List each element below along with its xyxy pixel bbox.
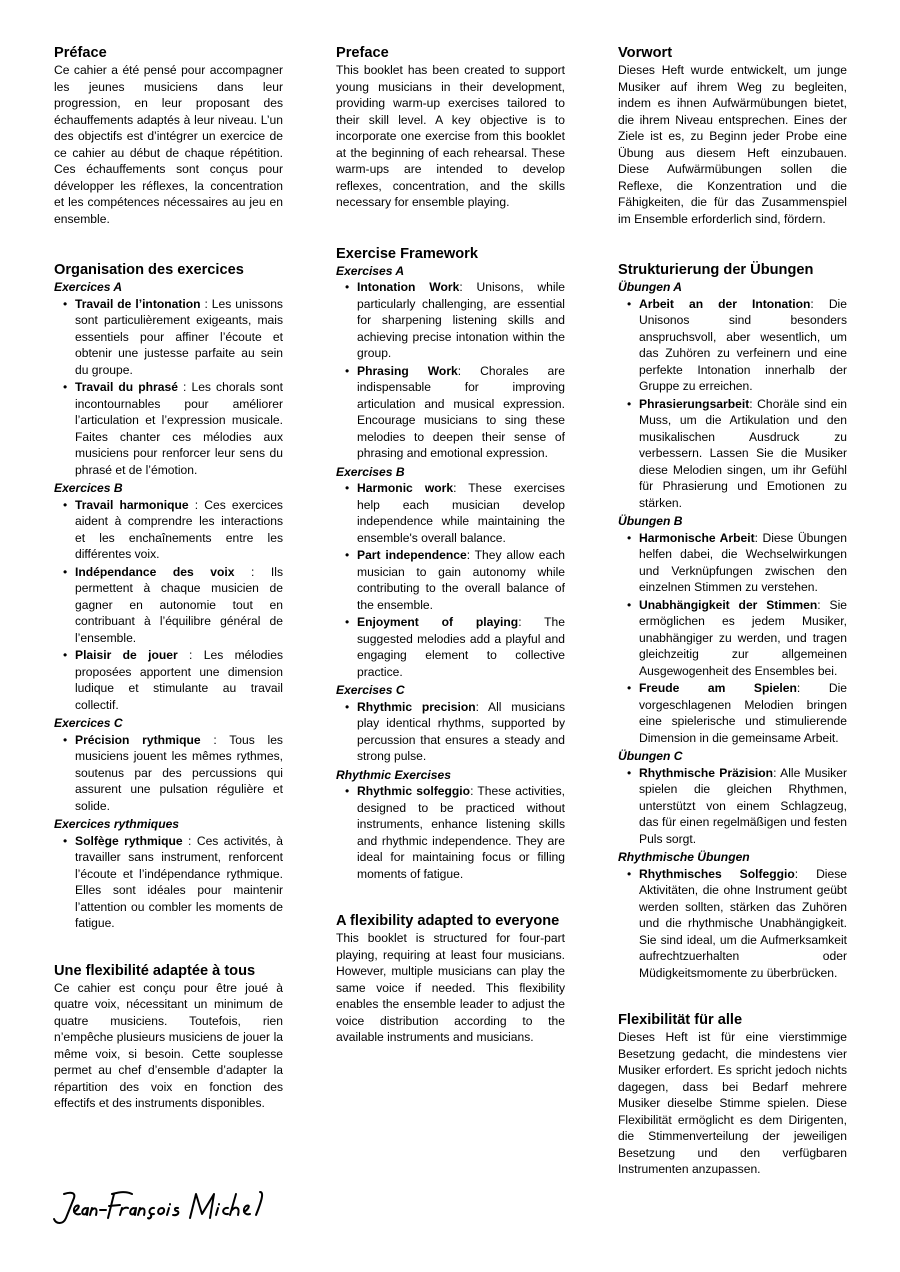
- exercise-description: Les chorals sont incontournables pour améliorer l’articulation et l’expression musicale. Faites chanter ces mélodies aux musiciens pour renforcer leur sens du phrasé et de l’émotion.: [75, 380, 283, 477]
- exercise-description: All musicians play identical rhythms, supported by percussion that ensures a steady and strong pulse.: [357, 699, 565, 763]
- signature-image: [50, 1188, 290, 1228]
- exercise-description: Les mélodies proposées apportent une dimension ludique et stimulante au travail collectif.: [75, 648, 283, 712]
- exercise-item: [639, 396, 847, 512]
- exercise-term: Rhythmic solfeggio: [357, 784, 471, 798]
- exercise-group-heading: Übungen B: [618, 514, 683, 528]
- preface-text: Dieses Heft wurde entwickelt, um junge Musiker auf ihrem Weg zu begleiten, indem es ihnen Aufwärmübungen bietet, die ihrem Niveau entsprechen. Eines der Ziele ist es, zu Beginn jeder Probe eine Übung aus diesem Heft einzubauen. Diese Aufwärmübungen sollen die Reflexe, die Konzentration und die Fähigkeiten, die für das Zusammenspiel im Ensemble erforderlich sind, fördern.: [618, 63, 847, 226]
- exercise-separator: :: [749, 396, 758, 411]
- exercise-term: Harmonische Arbeit: [639, 530, 755, 545]
- flexibility-text: Dieses Heft ist für eine vierstimmige Besetzung gedacht, die mindestens vier Musiker erfordert. Es spricht jedoch nichts dagegen, dass bei Bedarf mehrere Musiker dieselbe Stimme spielen. Diese Flexibilität ermöglicht es dem Dirigenten, die Stimmenverteilung der jeweiligen Besetzung und den verfügbaren Instrumenten anzupassen.: [618, 1030, 847, 1176]
- organisation-title: Exercise Framework: [336, 245, 478, 262]
- exercise-list: [54, 732, 283, 815]
- preface-title: Préface: [54, 45, 107, 61]
- exercise-term: Solfège rythmique: [75, 833, 183, 848]
- exercise-separator: :: [796, 681, 829, 695]
- exercise-term: Travail harmonique: [75, 497, 189, 512]
- exercise-separator: :: [457, 363, 481, 378]
- exercise-separator: :: [794, 866, 817, 881]
- exercise-list: [336, 480, 565, 680]
- exercise-list: [618, 866, 847, 982]
- exercise-group-heading: Rhythmic Exercises: [336, 767, 451, 782]
- flexibility-title: Flexibilität für alle: [618, 1012, 743, 1028]
- exercise-separator: :: [182, 833, 197, 848]
- organisation-section: [54, 261, 283, 932]
- exercise-description: Diese Übungen helfen dabei, die Wechselwirkungen und Verknüpfungen zwischen den einzelnen Stimmen zu verstehen.: [639, 530, 847, 594]
- exercise-separator: :: [817, 597, 830, 612]
- exercise-group-heading: Übungen C: [618, 749, 683, 763]
- exercise-group-heading: Exercices B: [54, 481, 123, 495]
- exercise-term: Plaisir de jouer: [75, 648, 178, 662]
- exercise-item: [639, 296, 847, 395]
- exercise-item: [75, 497, 283, 563]
- exercise-groups: [54, 279, 283, 932]
- organisation-title: Organisation des exercices: [54, 262, 244, 278]
- flexibility-title: A flexibility adapted to everyone: [336, 913, 560, 929]
- exercise-term: Part independence: [357, 548, 467, 562]
- exercise-description: Die Unisonos sind besonders anspruchsvoll, aber wesentlich, um das Zuhören zu verfeinern und eine perfekte Intonation innerhalb der Gruppe zu erreichen.: [639, 296, 847, 393]
- preface-section: [54, 44, 283, 227]
- exercise-list: [336, 783, 565, 882]
- exercise-separator: :: [200, 296, 212, 311]
- flexibility-section: [618, 1011, 847, 1178]
- exercise-group-heading: Exercices A: [54, 280, 123, 294]
- exercise-group-heading: Exercices rythmiques: [54, 817, 180, 831]
- exercise-term: Phrasierungsarbeit: [639, 396, 750, 411]
- organisation-title: Strukturierung der Übungen: [618, 262, 814, 278]
- exercise-item: [357, 480, 565, 546]
- exercise-description: Diese Aktivitäten, die ohne Instrument geübt werden sollten, stärken das Zuhören und die rhythmische Unabhängigkeit. Sie sind ideal, um die Aufmerksamkeit aufrechtzuerhalten oder Müdigkeitsmomente zu überbrücken.: [639, 866, 847, 980]
- exercise-term: Arbeit an der Intonation: [639, 296, 811, 311]
- exercise-item: [75, 732, 283, 815]
- exercise-term: Rhythmische Präzision: [639, 765, 774, 780]
- organisation-section: [618, 261, 847, 981]
- exercise-item: [357, 614, 565, 680]
- exercise-group-heading: Exercises B: [336, 464, 405, 479]
- flexibility-section: [54, 962, 283, 1112]
- exercise-term: Indépendance des voix: [75, 564, 235, 579]
- exercise-separator: :: [470, 784, 478, 798]
- column-english: [336, 44, 565, 1080]
- flexibility-text: Ce cahier est conçu pour être joué à quatre voix, nécessitant un minimum de quatre musiciens. Toutefois, rien n’empêche plusieurs musiciens de jouer la même voix, si besoin. Cette souplesse permet au chef d’ensemble d’adapter la répartition des voix en fonction des effectifs et des instruments disponibles.: [54, 980, 283, 1110]
- exercise-groups: [618, 279, 847, 981]
- exercise-list: [618, 530, 847, 747]
- preface-text: Ce cahier a été pensé pour accompagner les jeunes musiciens dans leur progression, en leur proposant des échauffements adaptés à leur niveau. L’un des objectifs est d’intégrer un exercice de ce cahier au début de chaque répétition. Ces échauffements sont conçus pour développer les réflexes, la concentration et les compétences nécessaires au jeu en ensemble.: [54, 63, 283, 226]
- exercise-separator: :: [466, 548, 475, 562]
- exercise-list: [618, 765, 847, 848]
- exercise-list: [54, 833, 283, 932]
- exercise-description: Unisons, while particularly challenging, are essential for sharpening listening skills and achieving precise intonation within the group.: [357, 280, 565, 360]
- preface-title: Preface: [336, 45, 389, 61]
- preface-section: [618, 44, 847, 227]
- exercise-description: These activities, designed to be practiced without instruments, enhance listening skills and rhythmic independence. They are ideal for maintaining focus or filling moments of fatigue.: [357, 784, 565, 881]
- exercise-item: [357, 279, 565, 362]
- exercise-separator: :: [177, 380, 192, 394]
- exercise-item: [75, 296, 283, 379]
- exercise-item: [75, 647, 283, 713]
- exercise-item: [357, 699, 565, 765]
- exercise-separator: :: [459, 280, 477, 294]
- exercise-separator: :: [754, 530, 763, 545]
- exercise-description: Les unissons sont particulièrement exigeants, mais essentiels pour affiner l’écoute et obtenir une justesse parfaite au sein du groupe.: [75, 296, 283, 377]
- exercise-description: Ces exercices aident à comprendre les interactions et les enchaînements entre les différentes voix.: [75, 497, 283, 561]
- exercise-separator: :: [188, 497, 205, 512]
- exercise-item: [75, 564, 283, 647]
- exercise-description: Die vorgeschlagenen Melodien bringen eine spielerische und stimulierende Dimension in die gemeinsame Arbeit.: [639, 681, 847, 745]
- exercise-list: [618, 296, 847, 512]
- exercise-list: [336, 279, 565, 462]
- column-french: [54, 44, 283, 1146]
- exercise-item: [639, 866, 847, 982]
- column-german: [618, 44, 847, 1212]
- exercise-item: [639, 597, 847, 680]
- exercise-separator: :: [518, 615, 545, 629]
- exercise-group-heading: Übungen A: [618, 280, 683, 294]
- exercise-item: [639, 680, 847, 746]
- exercise-description: Choräle sind ein Muss, um die Artikulation und den musikalischen Ausdruck zu verbessern. Lassen Sie die Musiker diese Melodien singen, um ihr Gefühl für Phrasierung und Emotionen zu stärken.: [639, 396, 847, 510]
- exercise-groups: [336, 263, 565, 883]
- exercise-term: Phrasing Work: [357, 363, 458, 378]
- exercise-description: Alle Musiker spielen die gleichen Rhythmen, unterstützt von einem Schlagzeug, das für einen regelmäßigen und festen Puls sorgt.: [639, 765, 847, 846]
- exercise-term: Travail de l’intonation: [75, 296, 201, 311]
- exercise-separator: :: [810, 296, 829, 311]
- exercise-term: Enjoyment of playing: [357, 615, 519, 629]
- flexibility-title: Une flexibilité adaptée à tous: [54, 962, 256, 979]
- exercise-term: Unabhängigkeit der Stimmen: [639, 597, 818, 612]
- flexibility-section: [336, 912, 565, 1046]
- exercise-separator: :: [773, 765, 781, 780]
- exercise-description: They allow each musician to gain autonomy while contributing to the overall balance of the ensemble.: [357, 548, 566, 612]
- exercise-item: [357, 363, 565, 462]
- exercise-list: [54, 497, 283, 714]
- exercise-separator: :: [200, 732, 230, 747]
- preface-title: Vorwort: [618, 45, 673, 61]
- exercise-group-heading: Rhythmische Übungen: [618, 850, 750, 864]
- exercise-item: [75, 379, 283, 478]
- exercise-term: Intonation Work: [357, 280, 460, 294]
- exercise-item: [357, 783, 565, 882]
- exercise-term: Freude am Spielen: [639, 681, 797, 695]
- exercise-separator: :: [177, 648, 204, 662]
- exercise-description: Ils permettent à chaque musicien de gagner en autonomie tout en contribuant à l’équilibre général de l’ensemble.: [75, 564, 283, 645]
- exercise-term: Précision rythmique: [75, 732, 201, 747]
- exercise-separator: :: [453, 481, 469, 495]
- exercise-term: Rhythmic precision: [357, 699, 476, 714]
- preface-section: [336, 44, 565, 211]
- exercise-list: [336, 699, 565, 765]
- exercise-separator: :: [475, 699, 489, 714]
- exercise-separator: :: [234, 564, 271, 579]
- preface-text: This booklet has been created to support young musicians in their development, providing warm-up exercises tailored to their skill level. A key objective is to incorporate one exercise from this booklet at the beginning of each rehearsal. These warm-ups are intended to develop reflexes, concentration, and the skills necessary for ensemble playing.: [336, 63, 565, 209]
- exercise-group-heading: Exercises C: [336, 683, 405, 697]
- exercise-term: Travail du phrasé: [75, 380, 178, 394]
- exercise-group-heading: Exercises A: [336, 263, 405, 278]
- exercise-description: Sie ermöglichen es jedem Musiker, unabhängiger zu werden, und tragen gleichzeitig zur allgemeinen Ausgewogenheit des Ensembles bei.: [639, 597, 847, 678]
- exercise-term: Rhythmisches Solfeggio: [639, 866, 795, 881]
- exercise-description: Tous les musiciens jouent les mêmes rythmes, soutenus par des percussions qui assurent une pulsation régulière et solide.: [75, 732, 283, 813]
- exercise-item: [639, 530, 847, 596]
- exercise-description: Chorales are indispensable for improving articulation and musical expression. Encourage musicians to sing these melodies to deepen their sense of phrasing and emotional expression.: [357, 363, 565, 460]
- exercise-term: Harmonic work: [357, 481, 454, 495]
- organisation-section: [336, 245, 565, 883]
- exercise-group-heading: Exercices C: [54, 716, 123, 730]
- exercise-description: The suggested melodies add a playful and engaging element to collective practice.: [357, 615, 565, 679]
- exercise-item: [75, 833, 283, 932]
- exercise-list: [54, 296, 283, 479]
- exercise-item: [357, 547, 565, 613]
- exercise-item: [639, 765, 847, 848]
- exercise-description: Ces activités, à travailler sans instrument, renforcent l’écoute et l’indépendance rythmique. Elles sont idéales pour maintenir l’attention ou combler les moments de fatigue.: [75, 833, 283, 930]
- flexibility-text: This booklet is structured for four-part playing, requiring at least four musicians. However, multiple musicians can play the same voice if needed. This flexibility enables the ensemble leader to adjust the voice distribution according to the available instruments and musicians.: [336, 931, 565, 1044]
- exercise-description: These exercises help each musician develop independence while maintaining the ensemble's overall balance.: [357, 481, 565, 545]
